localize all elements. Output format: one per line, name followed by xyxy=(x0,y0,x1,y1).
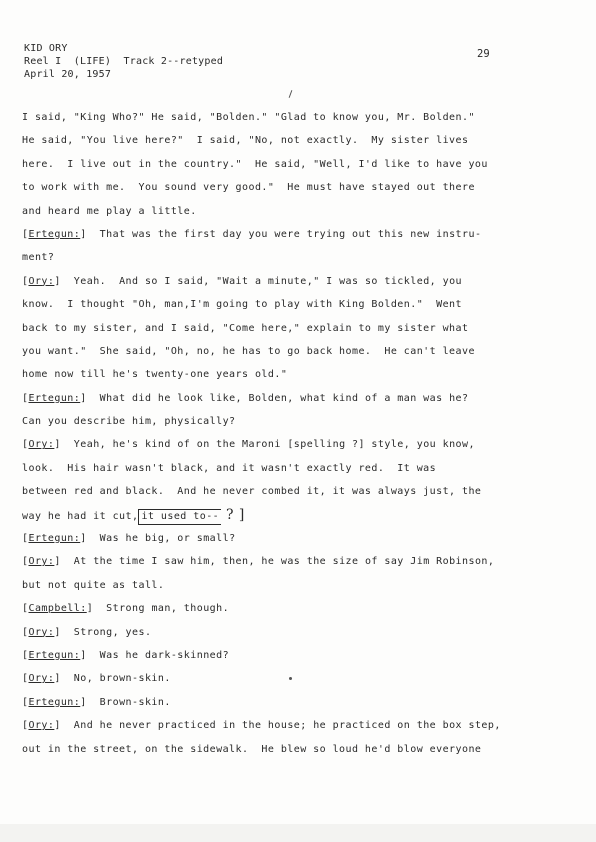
transcript-line xyxy=(22,246,582,269)
line-text: ] Strong man, though. xyxy=(86,603,230,615)
transcript-line xyxy=(22,597,582,620)
line-text: [ xyxy=(22,696,29,708)
speaker-label: Campbell: xyxy=(28,603,87,615)
line-text: here. I live out in the country." He said, "Well, I'd like to have you xyxy=(22,158,488,170)
handwritten-query-mark: ? ] xyxy=(221,506,245,523)
transcript-line xyxy=(22,387,582,410)
speaker-label: Ory: xyxy=(28,626,55,638)
line-text: back to my sister, and I said, "Come here," explain to my sister what xyxy=(22,322,469,334)
speaker-label: Ory: xyxy=(28,673,55,685)
line-text: ] Yeah. And so I said, "Wait a minute," I was so tickled, you xyxy=(54,275,463,287)
transcript-line xyxy=(22,667,582,690)
speaker-label: Ertegun: xyxy=(28,649,81,661)
scan-edge xyxy=(0,824,596,842)
line-text: ] Brown-skin. xyxy=(80,696,171,708)
line-text: I said, "King Who?" He said, "Bolden." "Glad to know you, Mr. Bolden." xyxy=(22,112,475,123)
transcript-line xyxy=(22,738,582,761)
transcript-line xyxy=(22,293,582,316)
transcript-line xyxy=(22,480,582,503)
line-text: you want." She said, "Oh, no, he has to go back home. He can't leave xyxy=(22,345,475,357)
document-header xyxy=(24,42,223,81)
transcript-line xyxy=(22,574,582,597)
transcript-line xyxy=(22,176,582,199)
line-text: but not quite as tall. xyxy=(22,579,165,591)
stray-mark xyxy=(289,90,293,98)
line-text: [ xyxy=(22,228,29,240)
line-text: ment? xyxy=(22,252,55,264)
transcript-line xyxy=(22,433,582,456)
line-text: ] That was the first day you were trying out this new instru- xyxy=(80,228,482,240)
line-text: ] Was he big, or small? xyxy=(80,533,236,545)
line-text: ] Yeah, he's kind of on the Maroni [spelling ?] style, you know, xyxy=(54,439,475,451)
header-date: April 20, 1957 xyxy=(24,69,112,80)
transcript-line xyxy=(22,129,582,152)
transcript-line xyxy=(22,410,582,433)
line-text: [ xyxy=(22,439,29,451)
line-text: [ xyxy=(22,603,29,615)
speaker-label: Ertegun: xyxy=(28,228,81,240)
transcript-line xyxy=(22,621,582,644)
speaker-label: Ertegun: xyxy=(28,533,81,545)
transcript-line xyxy=(22,223,582,246)
handwritten-bracket: it used to-- xyxy=(138,509,221,525)
transcript-body xyxy=(22,106,582,761)
transcript-line xyxy=(22,504,582,527)
line-text: [ xyxy=(22,392,29,404)
transcript-line xyxy=(22,527,582,550)
transcript-line xyxy=(22,550,582,573)
speaker-label: Ory: xyxy=(28,275,55,287)
transcript-line xyxy=(22,317,582,340)
line-text: [ xyxy=(22,673,29,685)
line-text: [ xyxy=(22,626,29,638)
transcript-line xyxy=(22,106,582,129)
line-text: [ xyxy=(22,649,29,661)
line-text: [ xyxy=(22,720,29,732)
transcript-line xyxy=(22,363,582,386)
line-text: ] Was he dark-skinned? xyxy=(80,649,230,661)
line-text: look. His hair wasn't black, and it wasn't exactly red. It was xyxy=(22,462,437,474)
header-reel-track: Reel I (LIFE) Track 2--retyped xyxy=(24,56,224,67)
line-text: [ xyxy=(22,275,29,287)
line-text: Can you describe him, physically? xyxy=(22,416,236,428)
line-text: He said, "You live here?" I said, "No, not exactly. My sister lives xyxy=(22,135,469,147)
transcript-line xyxy=(22,270,582,293)
line-text: ] And he never practiced in the house; he practiced on the box step, xyxy=(54,720,501,732)
line-text: way he had it cut, xyxy=(22,510,139,522)
line-text: between red and black. And he never combed it, it was always just, the xyxy=(22,486,482,498)
line-text: know. I thought "Oh, man,I'm going to play with King Bolden." Went xyxy=(22,299,462,311)
header-title: KID ORY xyxy=(24,43,68,54)
transcript-line xyxy=(22,153,582,176)
line-text: home now till he's twenty-one years old." xyxy=(22,369,288,381)
line-text: out in the street, on the sidewalk. He blew so loud he'd blow everyone xyxy=(22,743,482,755)
line-text: [ xyxy=(22,556,29,568)
speaker-label: Ory: xyxy=(28,439,55,451)
line-text: [ xyxy=(22,533,29,545)
transcript-line xyxy=(22,457,582,480)
speaker-label: Ertegun: xyxy=(28,696,81,708)
transcript-line xyxy=(22,691,582,714)
line-text: ] Strong, yes. xyxy=(54,626,152,638)
line-text: and heard me play a little. xyxy=(22,205,197,217)
line-text: to work with me. You sound very good." He must have stayed out there xyxy=(22,182,475,194)
speaker-label: Ertegun: xyxy=(28,392,81,404)
transcript-line xyxy=(22,340,582,363)
speaker-label: Ory: xyxy=(28,556,55,568)
page-number: 29 xyxy=(477,48,490,60)
transcript-line xyxy=(22,200,582,223)
transcript-line xyxy=(22,714,582,737)
speaker-label: Ory: xyxy=(28,720,55,732)
line-text: ] No, brown-skin. xyxy=(54,673,171,685)
line-text: ] At the time I saw him, then, he was the size of say Jim Robinson, xyxy=(54,556,495,568)
line-text: ] What did he look like, Bolden, what kind of a man was he? xyxy=(80,392,469,404)
transcript-line xyxy=(22,644,582,667)
